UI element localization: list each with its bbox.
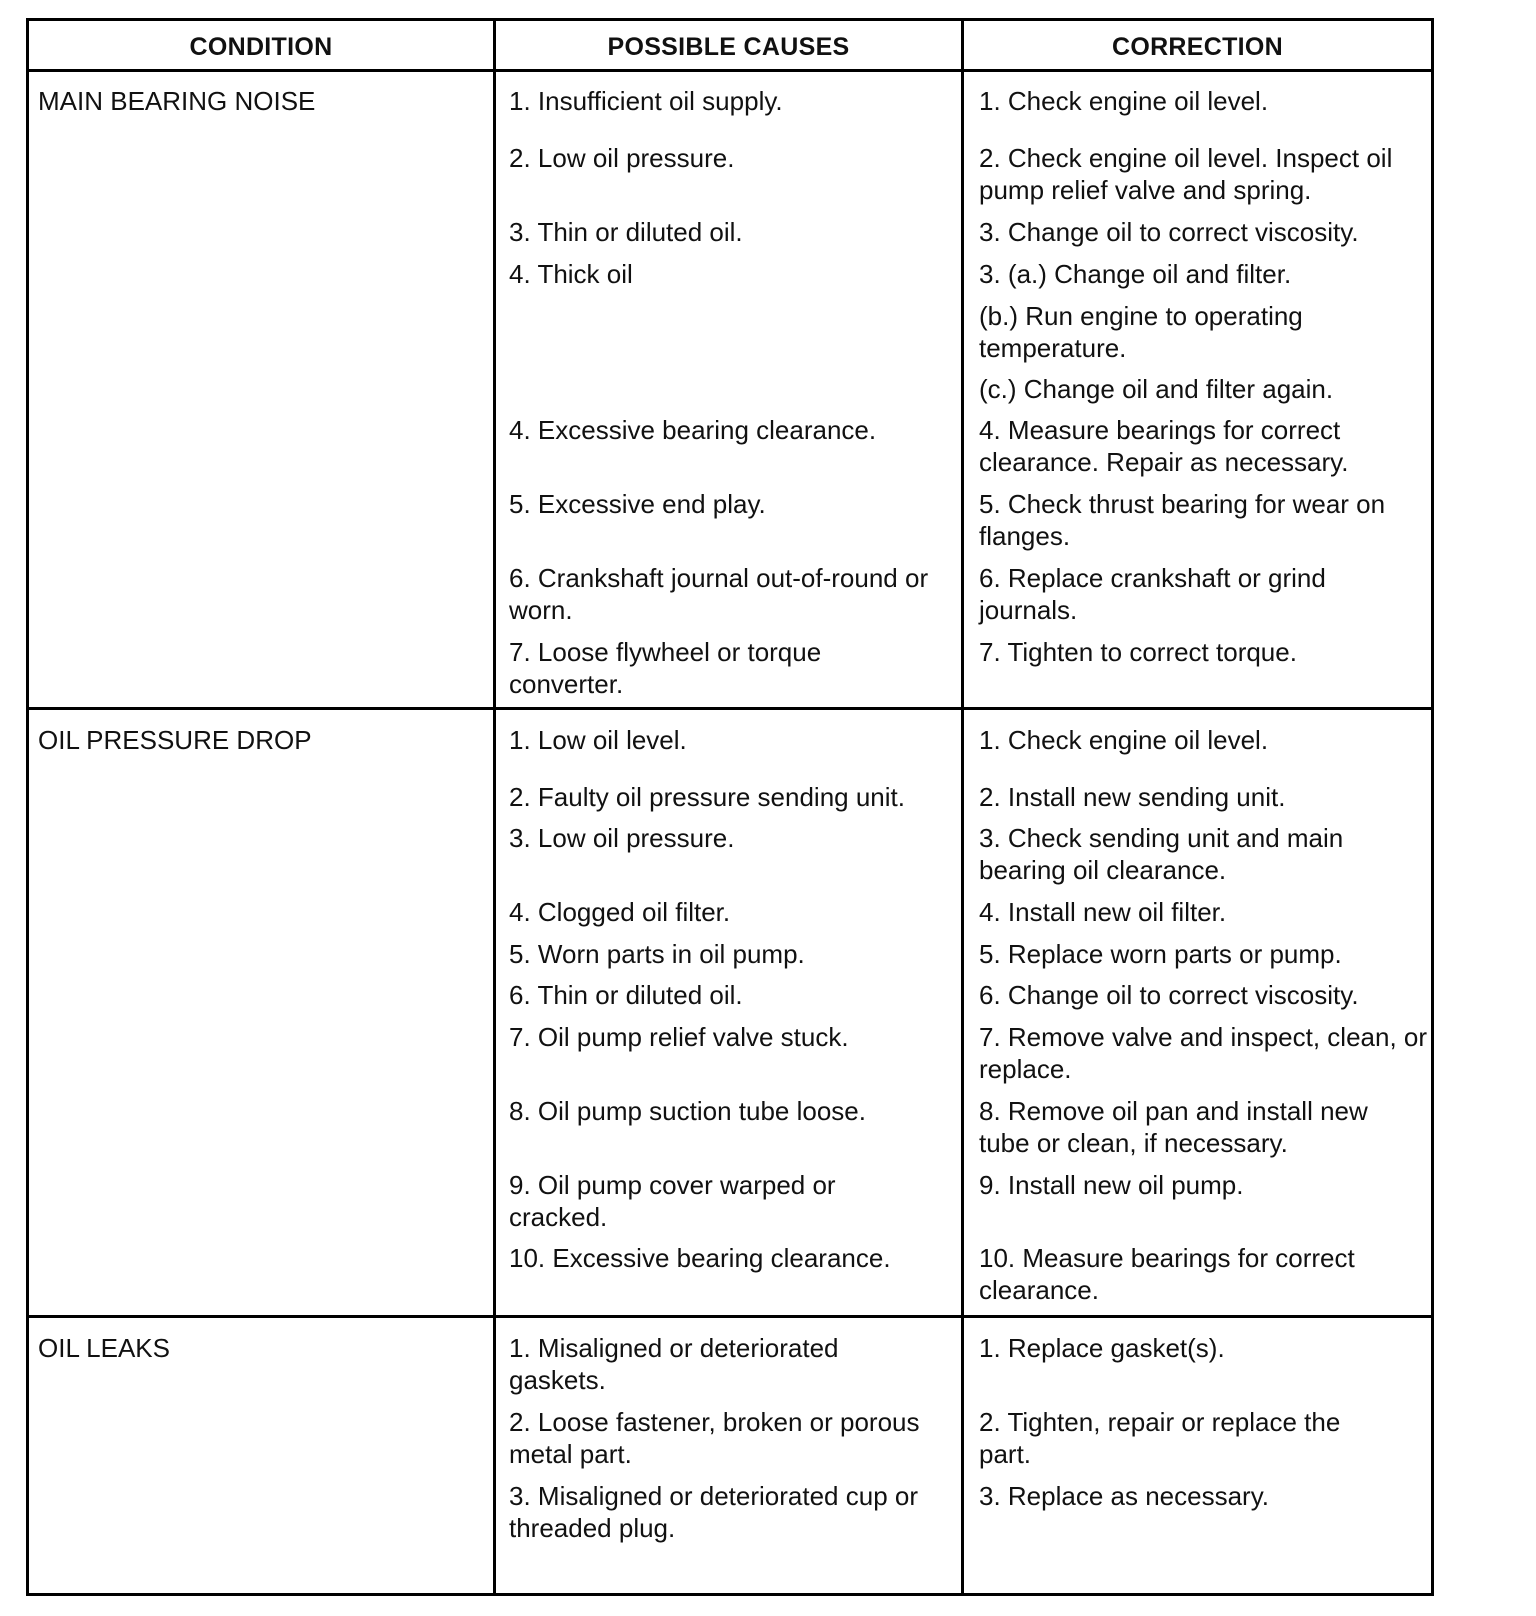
cause-item: 4. Clogged oil filter.	[509, 897, 731, 927]
correction-item: 3. (a.) Change oil and filter.	[979, 259, 1292, 289]
correction-item: 7. Tighten to correct torque.	[979, 637, 1297, 667]
correction-item: 5. Check thrust bearing for wear on flanges.	[979, 489, 1386, 551]
correction-item: 8. Remove oil pan and install new tube or clean, if necessary.	[979, 1096, 1368, 1158]
row-divider	[29, 707, 1431, 710]
cause-item: 2. Loose fastener, broken or porous metal part.	[509, 1407, 920, 1469]
cause-item: 3. Low oil pressure.	[509, 823, 735, 853]
cause-item: 4. Excessive bearing clearance.	[509, 415, 877, 445]
correction-item: 5. Replace worn parts or pump.	[979, 939, 1342, 969]
correction-item: 1. Check engine oil level.	[979, 86, 1269, 116]
correction-item: (b.) Run engine to operating temperature.	[979, 301, 1303, 363]
correction-item: 10. Measure bearings for correct clearance.	[979, 1243, 1355, 1305]
cause-item: 6. Thin or diluted oil.	[509, 980, 743, 1010]
row-divider	[29, 1315, 1431, 1318]
column-divider	[493, 21, 496, 1593]
cause-item: 3. Thin or diluted oil.	[509, 217, 743, 247]
correction-item: 2. Tighten, repair or replace the part.	[979, 1407, 1341, 1469]
cause-item: 7. Loose flywheel or torque converter.	[509, 637, 822, 699]
header-correction: CORRECTION	[1111, 32, 1284, 61]
cause-item: 7. Oil pump relief valve stuck.	[509, 1022, 849, 1052]
correction-item: 1. Check engine oil level.	[979, 725, 1269, 755]
correction-item: 3. Check sending unit and main bearing oil clearance.	[979, 823, 1344, 885]
correction-item: 6. Change oil to correct viscosity.	[979, 980, 1359, 1010]
cause-item: 1. Insufficient oil supply.	[509, 86, 783, 116]
correction-item: 4. Measure bearings for correct clearance. Repair as necessary.	[979, 415, 1349, 477]
header-condition: CONDITION	[189, 32, 333, 61]
correction-item: 2. Install new sending unit.	[979, 782, 1286, 812]
cause-item: 5. Excessive end play.	[509, 489, 766, 519]
correction-item: (c.) Change oil and filter again.	[979, 374, 1334, 404]
cause-item: 9. Oil pump cover warped or cracked.	[509, 1170, 836, 1232]
correction-item: 9. Install new oil pump.	[979, 1170, 1244, 1200]
cause-item: 1. Misaligned or deteriorated gaskets.	[509, 1333, 839, 1395]
cause-item: 8. Oil pump suction tube loose.	[509, 1096, 866, 1126]
header-possible-causes: POSSIBLE CAUSES	[607, 32, 850, 61]
cause-item: 2. Faulty oil pressure sending unit.	[509, 782, 905, 812]
condition-oil-pressure-drop: OIL PRESSURE DROP	[38, 725, 312, 755]
cause-item: 10. Excessive bearing clearance.	[509, 1243, 891, 1273]
correction-item: 3. Change oil to correct viscosity.	[979, 217, 1359, 247]
cause-item: 6. Crankshaft journal out-of-round or worn.	[509, 563, 929, 625]
condition-oil-leaks: OIL LEAKS	[38, 1333, 170, 1363]
troubleshooting-table	[26, 18, 1434, 1596]
cause-item: 5. Worn parts in oil pump.	[509, 939, 805, 969]
correction-item: 7. Remove valve and inspect, clean, or replace.	[979, 1022, 1428, 1084]
correction-item: 1. Replace gasket(s).	[979, 1333, 1225, 1363]
cause-item: 4. Thick oil	[509, 259, 633, 289]
correction-item: 2. Check engine oil level. Inspect oil pump relief valve and spring.	[979, 143, 1393, 205]
correction-item: 4. Install new oil filter.	[979, 897, 1227, 927]
cause-item: 3. Misaligned or deteriorated cup or threaded plug.	[509, 1481, 919, 1543]
condition-main-bearing-noise: MAIN BEARING NOISE	[38, 86, 316, 116]
correction-item: 3. Replace as necessary.	[979, 1481, 1269, 1511]
cause-item: 2. Low oil pressure.	[509, 143, 735, 173]
cause-item: 1. Low oil level.	[509, 725, 687, 755]
correction-item: 6. Replace crankshaft or grind journals.	[979, 563, 1326, 625]
